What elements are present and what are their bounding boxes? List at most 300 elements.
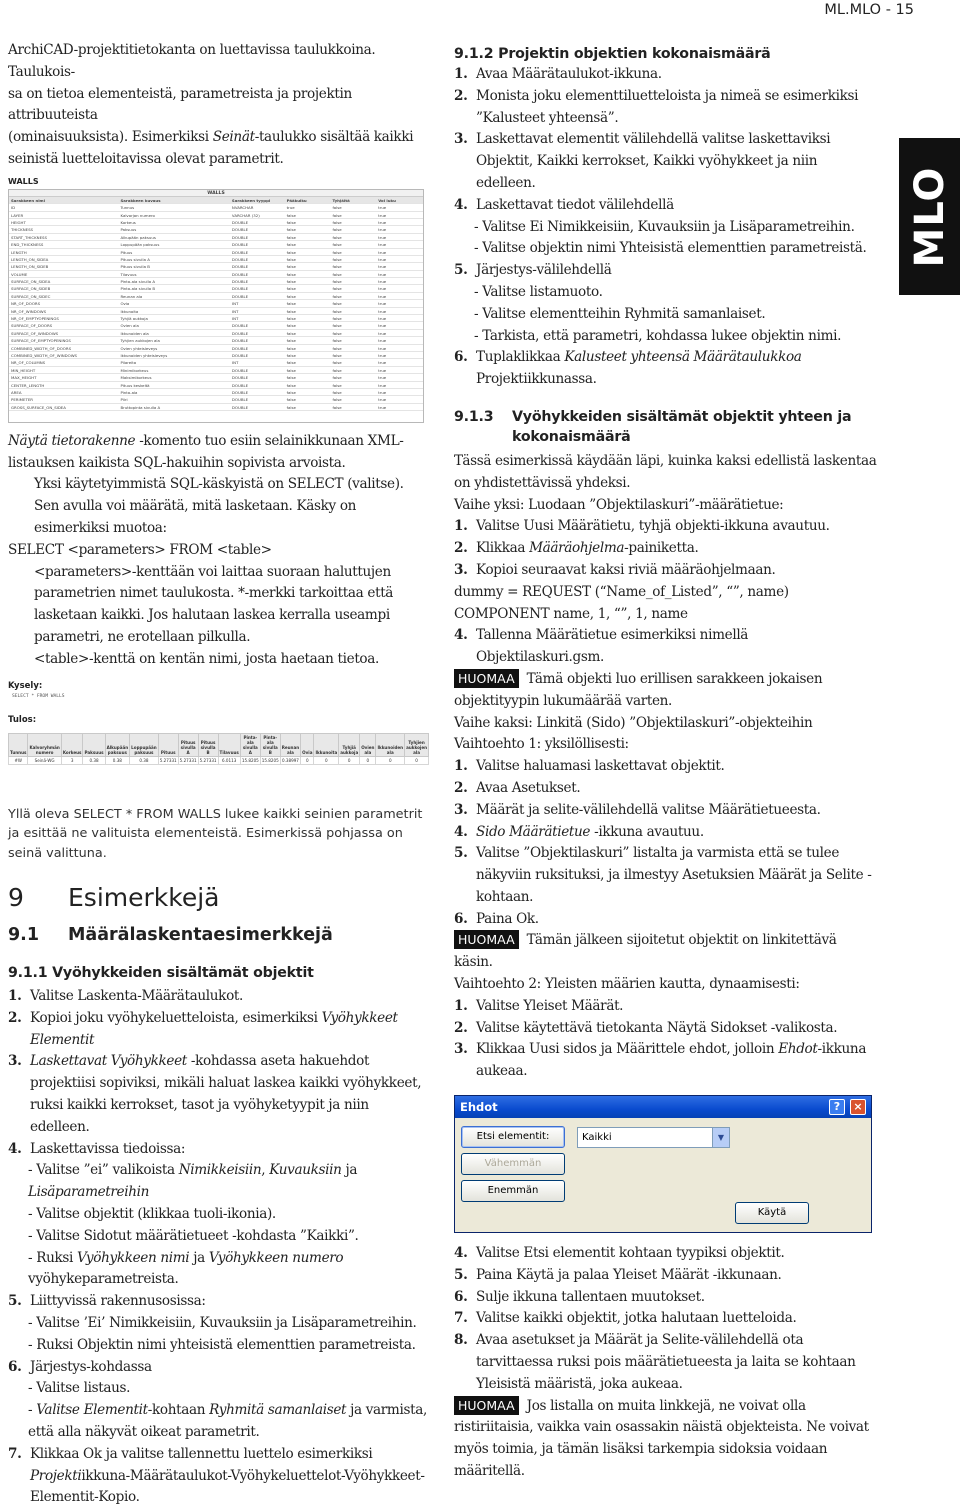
close-icon[interactable]: × <box>850 1099 866 1115</box>
table-row <box>9 249 423 256</box>
note-1: HUOMAA Tämä objekti luo erillisen sarakkeen jokaisen objektityypin lukumäärää varten. <box>454 670 823 709</box>
table-cell: DOUBLE <box>231 256 249 262</box>
table-row <box>9 337 423 344</box>
table-cell: INT <box>231 360 239 366</box>
huomaa-badge: HUOMAA <box>454 669 519 688</box>
mlo-side-tab <box>899 138 960 295</box>
steps-911 <box>8 986 428 1509</box>
section-912-heading: 9.1.2 Projektin objektien kokonaismäärä <box>454 46 771 62</box>
table-cell: END_THICKNESS <box>11 242 44 248</box>
table-header-cell: Pinta-ala sivulla A <box>240 733 260 756</box>
table-cell: COMBINED_WIDTH_OF_DOORS <box>11 345 72 351</box>
dialog-titlebar[interactable] <box>455 1096 871 1118</box>
table-cell: true <box>378 352 387 358</box>
table-cell: false <box>286 242 296 248</box>
table-cell: DOUBLE <box>231 249 249 255</box>
list-item: 3. Klikkaa Uusi sidos ja Määrittele ehdot, jolloin Ehdot-ikkuna aukeaa. <box>454 1041 867 1080</box>
table-cell: Pituus sivulla B <box>120 264 150 270</box>
table-cell: true <box>378 308 387 314</box>
table-cell: true <box>378 234 387 240</box>
page-header-label: ML.MLO - 15 <box>824 2 914 18</box>
intro-913: Tässä esimerkissä käydään läpi, kuinka kaksi edellistä laskentaa on yhdistettävissä yhdeksi. <box>454 452 877 491</box>
table-cell: THICKNESS <box>11 227 34 233</box>
table-cell: false <box>332 249 342 255</box>
table-cell: false <box>332 242 342 248</box>
table-header-cell: Kalvoryhmän numero <box>28 733 61 756</box>
table-cell: DOUBLE <box>231 264 249 270</box>
list-item: - Valitse objektit (klikkaa tuoli-ikonia). <box>28 1206 276 1223</box>
table-cell: #W <box>9 756 28 764</box>
table-header-cell: Pituus <box>158 733 178 756</box>
list-item: 1. Valitse Uusi Määrätietu, tyhjä objekti-ikkuna avautuu. <box>454 518 830 535</box>
table-cell: 5.27331 <box>159 757 177 763</box>
table-paragraph: <table>-kenttä on kentän nimi, josta haetaan tietoa. <box>34 650 379 667</box>
table-cell: NVARCHAR <box>231 205 254 211</box>
find-elements-button[interactable]: Etsi elementit: <box>461 1126 565 1148</box>
table-cell: true <box>378 316 387 322</box>
table-cell: Ovia <box>120 301 130 307</box>
table-cell: Ovien yhteisleveys <box>120 345 158 351</box>
table-cell: true <box>378 205 387 211</box>
list-item: 7. Valitse kaikki objektit, jotka halutaan luetteloida. <box>454 1310 797 1327</box>
list-item: 3. Laskettavat elementit välilehdellä valitse laskettaviksi Objektit, Kaikki kerrokset, Kaikki vyöhykkeet ja niin edelleen. <box>454 131 831 191</box>
table-cell: SURFACE_OF_EMPTYOPENINGS <box>11 338 71 344</box>
table-cell: true <box>378 330 387 336</box>
table-cell: false <box>286 249 296 255</box>
table-cell: Ovien ala <box>120 323 139 329</box>
table-cell: false <box>286 367 296 373</box>
list-item: 6. Järjestys-kohdassa <box>8 1358 152 1375</box>
element-type-select[interactable] <box>577 1127 730 1148</box>
table-cell: true <box>378 367 387 373</box>
table-header-cell: Tyhjien aukkojen ala <box>405 733 429 756</box>
table-row <box>9 382 423 389</box>
left-column <box>8 40 428 1509</box>
table-cell: DOUBLE <box>231 227 249 233</box>
alt-1-heading: Vaihtoehto 1: yksilöllisesti: <box>454 736 629 753</box>
table-cell: false <box>286 360 296 366</box>
table-cell: false <box>332 205 342 211</box>
table-cell: 0 <box>314 756 339 764</box>
table-cell: DOUBLE <box>231 397 249 403</box>
table-cell: false <box>332 404 342 410</box>
table-cell: false <box>286 345 296 351</box>
dialog-body <box>455 1118 871 1215</box>
table-cell: Ikkunoiden ala <box>120 330 149 336</box>
table-cell: Paksuus <box>120 227 137 233</box>
table-cell: true <box>378 389 387 395</box>
table-cell: Pinta-ala <box>120 389 138 395</box>
table-cell: 3 <box>61 756 83 764</box>
table-cell: VOLUME <box>11 271 28 277</box>
list-item: - Valitse Ei Nimikkeisiin, Kuvauksiin ja Lisäparametreihin. <box>474 218 855 235</box>
table-cell: false <box>332 227 342 233</box>
dialog-row <box>461 1126 865 1148</box>
table-cell: 15.8205 <box>241 757 259 763</box>
table-cell: false <box>332 264 342 270</box>
table-header-cell: Loppupään paksuus <box>130 733 159 756</box>
table-cell: false <box>286 397 296 403</box>
table-row <box>9 367 423 374</box>
table-cell: MIN_HEIGHT <box>11 367 36 373</box>
table-cell: INT <box>231 301 239 307</box>
table-cell: false <box>286 219 296 225</box>
table-cell: false <box>286 264 296 270</box>
table-cell: false <box>286 234 296 240</box>
table-cell: DOUBLE <box>231 375 249 381</box>
table-cell: false <box>332 360 342 366</box>
select-syntax: SELECT <parameters> FROM <table> <box>8 541 272 558</box>
table-row <box>9 300 423 307</box>
list-item: 3. Kopioi seuraavat kaksi riviä määräohjelmaan. <box>454 561 776 578</box>
table-row <box>9 212 423 219</box>
list-item: 4. Laskettavat tiedot välilehdellä <box>454 196 674 213</box>
list-item: 1. Avaa Määrätaulukot-ikkuna. <box>454 66 662 82</box>
list-item: - Valitse Sidotut määrätietueet -kohdasta ”Kaikki”. <box>28 1227 359 1244</box>
walls-table-caption: WALLS <box>9 190 423 197</box>
table-row <box>9 226 423 233</box>
code-line: COMPONENT name, 1, “”, 1, name <box>454 605 688 622</box>
figure-caption: Yllä oleva SELECT * FROM WALLS lukee kaikki seinien parametrit ja esittää ne valituista elementeistä. Esimerkissä pohjassa on seinä valittuna. <box>8 806 423 861</box>
table-cell: false <box>332 271 342 277</box>
table-cell: DOUBLE <box>231 286 249 292</box>
table-cell: NR_OF_DOORS <box>11 301 41 307</box>
note-3: HUOMAA Jos listalla on muita linkkejä, ne voivat olla ristiriitaisia, vaikka vain osassakin näistä objekteista. Ne voivat myös toimia, ja tämän lisäksi tarkempia sidoksia voidaan määritellä. <box>454 1397 869 1480</box>
table-cell: true <box>378 264 387 270</box>
table-cell: Minimikorkeus <box>120 367 149 373</box>
table-cell: false <box>332 382 342 388</box>
list-item: - Ruksi Vyöhykkeen nimi ja Vyöhykkeen numero vyöhykeparametreista. <box>28 1249 344 1288</box>
list-item: - Valitse ”ei” valikoista Nimikkeisiin, Kuvauksiin ja Lisäparametreihin <box>28 1162 358 1201</box>
table-cell: false <box>332 389 342 395</box>
table-cell: true <box>378 256 387 262</box>
table-header-cell: Pinta-ala sivulla B <box>260 733 280 756</box>
table-cell: true <box>378 375 387 381</box>
table-cell: false <box>286 271 296 277</box>
table-cell: Loppupään paksuus <box>120 242 160 248</box>
table-header-cell: Ikkunoita <box>314 733 339 756</box>
dialog-title: Ehdot <box>460 1100 498 1115</box>
table-cell: 0 <box>339 756 360 764</box>
table-cell: SURFACE_OF_DOORS <box>11 323 53 329</box>
table-cell: HEIGHT <box>11 219 26 225</box>
step5-sublist <box>454 282 879 347</box>
table-cell: INT <box>231 308 239 314</box>
table-cell: DOUBLE <box>231 234 249 240</box>
walls-figure-label: WALLS <box>8 176 39 186</box>
table-row <box>9 359 423 366</box>
table-row <box>9 345 423 352</box>
list-item: - Valitse listamuoto. <box>474 283 603 300</box>
steps-912 <box>454 64 879 391</box>
table-cell: false <box>286 256 296 262</box>
list-item: 5. Paina Käytä ja palaa Yleiset Määrät -ikkunaan. <box>454 1266 782 1283</box>
more-button[interactable]: Enemmän <box>461 1180 565 1202</box>
table-row <box>9 404 423 411</box>
table-cell: true <box>378 360 387 366</box>
table-cell: DOUBLE <box>231 279 249 285</box>
list-item: 5. Järjestys-välilehdellä <box>454 262 612 279</box>
table-cell: false <box>286 308 296 314</box>
table-cell: NR_OF_COLUMNS <box>11 360 46 366</box>
list-item: 6. Tuplaklikkaa Kalusteet yhteensä Määrätaulukkoa Projektiikkunassa. <box>454 349 802 388</box>
table-cell: Tyhjiä aukkoja <box>120 316 148 322</box>
list-item: 4. Tallenna Määrätietue esimerkiksi nimellä Objektilaskuri.gsm. <box>454 627 749 666</box>
table-row <box>9 263 423 270</box>
table-cell: false <box>286 286 296 292</box>
list-item: 4. Sido Määrätietue -ikkuna avautuu. <box>454 823 704 840</box>
table-cell: true <box>378 249 387 255</box>
table-header-cell: Ovien ala <box>360 733 376 756</box>
table-cell: DOUBLE <box>231 404 249 410</box>
list-item: 2. Valitse käytettävä tietokanta Näytä Sidokset -valikosta. <box>454 1019 838 1036</box>
walls-table <box>8 189 424 423</box>
table-cell: NR_OF_WINDOWS <box>11 308 47 314</box>
table-cell: Pinta-ala sivulla B <box>120 286 156 292</box>
chevron-down-icon[interactable]: ▼ <box>712 1128 729 1147</box>
table-cell: 0 <box>360 756 376 764</box>
table-cell: false <box>332 212 342 218</box>
table-row <box>9 219 423 226</box>
mlo-tab-label: MLO <box>906 166 953 267</box>
table-row <box>9 330 423 337</box>
section-913-body <box>454 451 879 1083</box>
table-cell: Kalvorjan numero <box>120 212 155 218</box>
table-cell: false <box>332 316 342 322</box>
list-item: 2. Kopioi joku vyöhykeluetteloista, esimerkiksi Vyöhykkeet Elementit <box>8 1009 398 1048</box>
table-cell: DOUBLE <box>231 330 249 336</box>
table-cell: 0.38 <box>130 756 159 764</box>
table-header-cell: Ovia <box>301 733 314 756</box>
table-cell: true <box>378 212 387 218</box>
step4-sublist <box>8 1160 428 1291</box>
table-cell: true <box>378 286 387 292</box>
table-cell: true <box>378 219 387 225</box>
table-cell: ID <box>11 205 16 211</box>
table-cell: Pinta-ala sivulla A <box>120 279 155 285</box>
list-item: - Ruksi Objektin nimi yhteisistä elementtien parametreista. <box>28 1336 416 1353</box>
phase-1-heading: Vaihe yksi: Luodaan ”Objektilaskuri”-määrätietue: <box>454 496 784 513</box>
table-cell: 0.38 <box>83 756 105 764</box>
table-header-cell: Ikkunoiden ala <box>376 733 405 756</box>
table-cell: false <box>332 293 342 299</box>
walls-table-body <box>9 204 423 411</box>
table-cell: false <box>332 256 342 262</box>
list-item: 5. Valitse ”Objektilaskuri” listalta ja varmista että se tulee näkyviin ruksituksi, ja ilmestyy Asetuksien Määrät ja Selite -kohtaan. <box>454 845 872 905</box>
select-value: Kaikki <box>582 1131 612 1143</box>
table-cell: LENGTH_ON_SIDEB <box>11 264 49 270</box>
result-table <box>8 733 429 765</box>
list-item: 8. Avaa asetukset ja Määrät ja Selite-välilehdellä ota tarvittaessa ruksi pois määrätietueesta ja laita se kohtaan Yleisistä määristä, joka aukeaa. <box>454 1332 856 1392</box>
table-cell: true <box>378 338 387 344</box>
table-cell: DOUBLE <box>231 271 249 277</box>
table-cell: false <box>286 338 296 344</box>
table-cell: LENGTH <box>11 249 27 255</box>
table-cell: false <box>286 330 296 336</box>
table-cell: Bruttopinta sivulla A <box>120 404 161 410</box>
table-cell: 5.27331 <box>179 757 197 763</box>
table-cell: SURFACE_ON_SIDEC <box>11 293 51 299</box>
table-header-cell: Pituus sivulla A <box>178 733 198 756</box>
parameters-paragraph: <parameters>-kenttään voi laittaa suoraan haluttujen parametrien nimet taulukosta. *-merkki tarkoittaa että lasketaan kaikki. Jos halutaan laskea kerralla useampi parametri, ne erotellaan pilkulla. <box>34 563 394 645</box>
list-item: - Valitse objektin nimi Yhteisistä elementtien parametreistä. <box>474 240 867 257</box>
table-cell: true <box>378 323 387 329</box>
list-item: 6. Paina Ok. <box>454 910 539 927</box>
table-cell: false <box>286 323 296 329</box>
table-cell: true <box>378 301 387 307</box>
table-cell: false <box>332 330 342 336</box>
table-cell: Ikkunoita <box>120 308 139 314</box>
table-row <box>9 256 423 263</box>
table-row <box>9 278 423 285</box>
less-button[interactable]: Vähemmän <box>461 1153 565 1175</box>
table-cell: GROSS_SURFACE_ON_SIDEA <box>11 404 66 410</box>
table-header-cell: Tilavuus <box>218 733 240 756</box>
table-cell: false <box>332 301 342 307</box>
dialog-row <box>461 1180 865 1202</box>
table-cell: false <box>286 375 296 381</box>
table-row <box>9 756 429 764</box>
table-cell: Pituus keskeltä <box>120 382 150 388</box>
list-item: 2. Avaa Asetukset. <box>454 779 581 796</box>
table-cell: SURFACE_OF_WINDOWS <box>11 330 59 336</box>
huomaa-badge: HUOMAA <box>454 1396 519 1415</box>
result-table-header <box>9 733 429 756</box>
table-cell: false <box>332 345 342 351</box>
table-cell: 0.38 <box>105 756 130 764</box>
table-cell: Ikkunoiden yhteisleveys <box>120 352 168 358</box>
list-item: 4. Valitse Etsi elementit kohtaan tyypiksi objektit. <box>454 1245 785 1262</box>
table-cell: false <box>332 352 342 358</box>
alt-2-heading: Vaihtoehto 2: Yleisten määrien kautta, dynaamisesti: <box>454 976 800 993</box>
note-2: HUOMAA Tämän jälkeen sijoitetut objektit on linkitettävä käsin. <box>454 932 837 971</box>
list-item: - Valitse listaus. <box>28 1380 131 1397</box>
table-cell: Tyhjien aukkojen ala <box>120 338 160 344</box>
right-column <box>454 44 879 1483</box>
table-cell: false <box>286 404 296 410</box>
list-item: 4. Laskettavissa tiedoissa: <box>8 1140 186 1157</box>
list-item: 2. Monista joku elementtiluetteloista ja nimeä se esimerkiksi ”Kalusteet yhteensä”. <box>454 87 859 126</box>
table-header-cell: Tunnus <box>9 733 28 756</box>
table-header-cell: Tyhjiä aukkoja <box>339 733 360 756</box>
dialog-row <box>461 1153 865 1175</box>
table-cell: 6.0113 <box>218 756 240 764</box>
table-cell: SURFACE_ON_SIDEA <box>11 279 51 285</box>
table-row <box>9 322 423 329</box>
list-item: 1. Valitse haluamasi laskettavat objektit. <box>454 758 725 775</box>
table-cell: 0.38997 <box>281 757 299 763</box>
table-cell: MAX_HEIGHT <box>11 375 37 381</box>
table-cell: true <box>378 293 387 299</box>
table-cell: false <box>286 382 296 388</box>
table-cell: Tunnus <box>120 205 135 211</box>
table-cell: CENTER_LENGTH <box>11 382 45 388</box>
table-cell: false <box>286 212 296 218</box>
table-row <box>9 285 423 292</box>
table-cell: false <box>332 279 342 285</box>
table-cell: Korkeus <box>120 219 136 225</box>
table-cell: DOUBLE <box>231 323 249 329</box>
apply-button[interactable]: Käytä <box>735 1202 809 1224</box>
table-cell: false <box>286 227 296 233</box>
table-cell: PERIMETER <box>11 397 34 403</box>
table-cell: true <box>378 227 387 233</box>
table-row <box>9 241 423 248</box>
table-cell: true <box>378 382 387 388</box>
section-heading: 9.1 Määrälaskentaesimerkkejä <box>8 925 333 946</box>
table-cell: Seinä-WG <box>28 756 61 764</box>
table-row <box>9 396 423 403</box>
table-cell: true <box>378 242 387 248</box>
table-cell: false <box>286 389 296 395</box>
table-cell: COMBINED_WIDTH_OF_WINDOWS <box>11 352 78 358</box>
table-row <box>9 204 423 211</box>
table-row <box>9 293 423 300</box>
table-cell: NR_OF_EMPTYOPENINGS <box>11 316 59 322</box>
table-cell: false <box>332 219 342 225</box>
table-cell: 15.8205 <box>261 757 279 763</box>
table-cell: 0 <box>376 756 405 764</box>
table-cell: false <box>332 323 342 329</box>
table-cell: false <box>332 397 342 403</box>
ehdot-dialog <box>454 1095 872 1233</box>
table-cell: VARCHAR (32) <box>231 212 260 218</box>
table-cell: DOUBLE <box>231 338 249 344</box>
list-item: 1. Valitse Laskenta-Määrätaulukot. <box>8 988 243 1005</box>
table-header-cell: Alkupään paksuus <box>105 733 130 756</box>
table-cell: Tilavuus <box>120 271 137 277</box>
table-cell: DOUBLE <box>231 382 249 388</box>
table-cell: DOUBLE <box>231 389 249 395</box>
list-item: 3. Laskettavat Vyöhykkeet -kohdassa aseta hakuehdot projektiisi sopiviksi, mikäli haluat laskea kaikki vyöhykkeet, ruksi kaikki kerrokset, tasot ja vyöhyketyypit ja niin edelleen. <box>8 1053 422 1135</box>
table-row <box>9 271 423 278</box>
table-cell: true <box>378 345 387 351</box>
table-cell: false <box>286 279 296 285</box>
table-row <box>9 315 423 322</box>
list-item: 1. Valitse Yleiset Määrät. <box>454 997 624 1014</box>
table-cell: false <box>332 286 342 292</box>
table-cell: false <box>286 301 296 307</box>
table-header-cell: Korkeus <box>61 733 83 756</box>
table-header-cell: Reunan ala <box>280 733 300 756</box>
help-icon[interactable]: ? <box>829 1099 845 1115</box>
walls-table-figure <box>8 177 428 423</box>
table-cell: true <box>378 271 387 277</box>
table-cell: START_THICKNESS <box>11 234 47 240</box>
walls-table-header: Sarakkeen nimi Sarakkeen kuvaus Sarakkeen tyyppi Pääkulku Tyhjältä Voi luku <box>9 197 423 204</box>
table-cell: false <box>286 293 296 299</box>
table-cell: false <box>332 367 342 373</box>
step6-sublist <box>8 1378 428 1443</box>
table-header-cell: Pituus sivulla B <box>198 733 218 756</box>
table-cell: false <box>332 308 342 314</box>
section-913-heading: 9.1.3 Vyöhykkeiden sisältämät objektit yhteen ja kokonaismäärä <box>454 408 852 445</box>
table-cell: DOUBLE <box>231 219 249 225</box>
subsection-heading: 9.1.1 Vyöhykkeiden sisältämät objektit <box>8 965 314 982</box>
table-row <box>9 234 423 241</box>
table-cell: false <box>332 375 342 381</box>
phase-2-heading: Vaihe kaksi: Linkitä (Sido) ”Objektilaskuri”-objekteihin <box>454 714 813 731</box>
table-cell: Pituus sivulla A <box>120 256 150 262</box>
chapter-heading: 9 Esimerkkejä <box>8 883 220 913</box>
table-cell: false <box>332 234 342 240</box>
table-cell: Pilareita <box>120 360 137 366</box>
table-cell: true <box>378 397 387 403</box>
list-item: 5. Liittyvissä rakennusosissa: <box>8 1293 206 1310</box>
table-cell: true <box>378 404 387 410</box>
list-item: - Valitse elementteihin Ryhmitä samanlaiset. <box>474 305 766 322</box>
table-cell: Pituus <box>120 249 133 255</box>
